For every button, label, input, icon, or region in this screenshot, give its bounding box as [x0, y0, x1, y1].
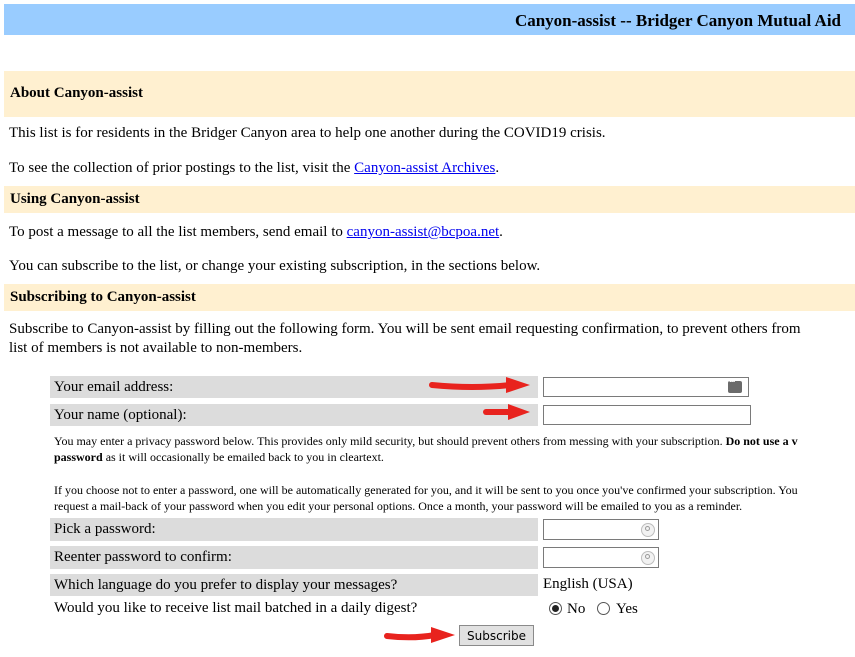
- password-confirm-field[interactable]: [543, 547, 659, 568]
- archives-suffix: .: [495, 160, 500, 176]
- autofill-icon[interactable]: [728, 381, 742, 393]
- using-heading: Using Canyon-assist: [10, 191, 140, 207]
- privacy-note-line2: [54, 449, 384, 465]
- page-title: Canyon-assist -- Bridger Canyon Mutual Aid: [514, 11, 841, 30]
- about-section-header: [4, 71, 855, 117]
- subscribe-intro-line2: list of members is not available to non-members.: [9, 340, 303, 356]
- subscribing-section-header: [4, 284, 855, 311]
- language-label: Which language do you prefer to display your messages?: [54, 577, 398, 593]
- privacy-note-b: as it will occasionally be emailed back to you in cleartext.: [102, 450, 384, 464]
- digest-label: Would you like to receive list mail batched in a daily digest?: [54, 600, 418, 616]
- privacy-note-a: You may enter a privacy password below. This provides only mild security, but should prevent others from messing with your subscription.: [54, 434, 726, 448]
- annotation-arrow-name: [482, 402, 532, 422]
- about-heading: About Canyon-assist: [10, 85, 143, 101]
- subscribe-intro-line1: Subscribe to Canyon-assist by filling out the following form. You will be sent email requesting confirmation, to prevent others from: [9, 321, 801, 337]
- annotation-arrow-subscribe: [383, 625, 457, 645]
- digest-yes-label: Yes: [616, 601, 638, 617]
- annotation-arrow-email: [428, 375, 532, 395]
- password-confirm-label-cell: [50, 546, 538, 569]
- list-email-link[interactable]: canyon-assist@bcpoa.net: [346, 224, 500, 240]
- email-label: Your email address:: [54, 379, 174, 395]
- subscribe-button[interactable]: Subscribe: [459, 625, 534, 646]
- password-field[interactable]: [543, 519, 659, 540]
- auto-password-note-line1: If you choose not to enter a password, one will be automatically generated for you, and it will be sent to you once you've confirmed your subscription. You: [54, 483, 798, 497]
- subscribing-heading: Subscribing to Canyon-assist: [10, 289, 196, 305]
- post-paragraph: [9, 224, 503, 241]
- using-section-header: [4, 186, 855, 213]
- password-confirm-label: Reenter password to confirm:: [54, 549, 232, 565]
- password-label-cell: [50, 518, 538, 541]
- password-manager-icon[interactable]: [641, 551, 655, 565]
- post-suffix: .: [499, 224, 503, 240]
- about-description: This list is for residents in the Bridger Canyon area to help one another during the COVID19 crisis.: [9, 125, 606, 141]
- name-label: Your name (optional):: [54, 407, 187, 423]
- archives-prefix: To see the collection of prior postings to the list, visit the: [9, 160, 355, 176]
- name-field[interactable]: [543, 405, 751, 425]
- password-label: Pick a password:: [54, 521, 156, 537]
- archives-link[interactable]: Canyon-assist Archives: [354, 160, 496, 176]
- digest-no-radio[interactable]: [549, 602, 562, 615]
- language-label-cell: [50, 574, 538, 596]
- auto-password-note-line2: request a mail-back of your password when you edit your personal options. Once a month, your password will be emailed to you as a reminder.: [54, 499, 743, 513]
- digest-no-label: No: [567, 601, 586, 617]
- header-banner: [4, 4, 855, 35]
- name-label-cell: [50, 404, 538, 426]
- privacy-note-password-word: password: [54, 450, 103, 464]
- subscribe-note: You can subscribe to the list, or change your existing subscription, in the sections below.: [9, 258, 541, 274]
- email-field[interactable]: [543, 377, 749, 397]
- privacy-note-line1: [54, 433, 798, 449]
- archives-paragraph: [9, 160, 499, 177]
- privacy-note-warning: Do not use a v: [725, 434, 798, 448]
- language-value: English (USA): [543, 576, 633, 592]
- post-prefix: To post a message to all the list members, send email to: [9, 224, 347, 240]
- digest-yes-radio[interactable]: [597, 602, 610, 615]
- password-manager-icon[interactable]: [641, 523, 655, 537]
